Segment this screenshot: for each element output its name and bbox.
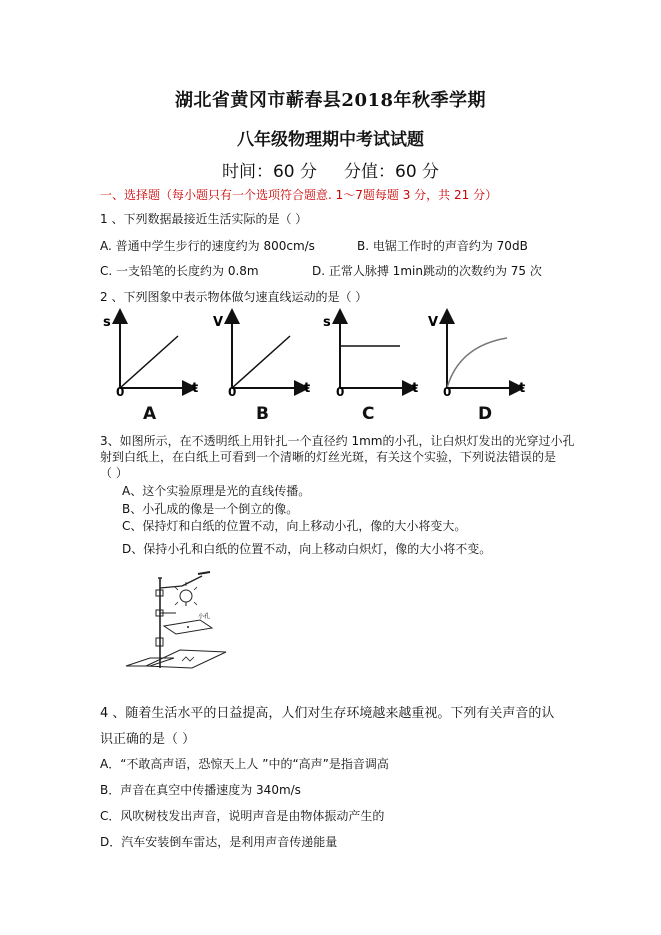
origin-label: 0 xyxy=(336,385,345,399)
q4-stem-line2: 识正确的是（ ） xyxy=(100,732,196,747)
q3-stem-line1: 3、如图所示，在不透明纸上用针扎一个直径约 1mm的小孔，让白炽灯发出的光穿过小孔 xyxy=(100,434,575,448)
origin-label: 0 xyxy=(116,385,125,399)
exam-subtitle: 八年级物理期中考试试题 xyxy=(237,130,424,150)
y-axis-label: V xyxy=(428,315,439,330)
origin-label: 0 xyxy=(443,385,452,399)
q3-stem-line2: 射到白纸上，在白纸上可看到一个清晰的灯丝光斑，有关这个实验，下列说法错误的是 xyxy=(100,450,557,464)
section-heading: 一、选择题（每小题只有一个选项符合题意. 1～7题每题 3 分，共 21 分） xyxy=(100,188,498,202)
q1-stem: 1 、下列数据最接近生活实际的是（ ） xyxy=(100,212,308,226)
graph-a xyxy=(100,308,210,400)
q4-option-c: C．风吹树枝发出声音，说明声音是由物体振动产生的 xyxy=(100,809,385,823)
q4-option-b: B．声音在真空中传播速度为 340m/s xyxy=(100,783,301,797)
exam-meta: 时间：60 分 分值：60 分 xyxy=(221,162,440,182)
q4-option-a: A．“不敢高声语，恐惊天上人 ”中的“高声”是指音调高 xyxy=(100,757,389,771)
graph-b xyxy=(210,308,320,400)
bulb-icon xyxy=(180,590,192,602)
graph-curve xyxy=(447,338,507,388)
y-axis-label: s xyxy=(103,315,111,330)
graph-line xyxy=(232,336,290,388)
q3-option-a: A、这个实验原理是光的直线传播。 xyxy=(122,484,311,498)
q3-option-d: D、保持小孔和白纸的位置不动，向上移动白炽灯，像的大小将不变。 xyxy=(122,542,492,556)
x-axis-label: t xyxy=(192,381,199,396)
q3-option-b: B、小孔成的像是一个倒立的像。 xyxy=(122,502,299,516)
x-axis-label: t xyxy=(412,381,419,396)
graph-c-letter: C xyxy=(362,404,375,424)
q3-stem-line3: （ ） xyxy=(100,466,128,480)
graph-a-letter: A xyxy=(143,404,157,424)
q1-option-a: A. 普通中学生步行的速度约为 800cm/s xyxy=(100,239,315,253)
y-axis-label: s xyxy=(323,315,331,330)
exam-title: 湖北省黄冈市蕲春县2018年秋季学期 xyxy=(174,90,487,111)
graph-b-letter: B xyxy=(256,404,269,424)
q4-option-d: D．汽车安装倒车雷达，是利用声音传递能量 xyxy=(100,835,338,849)
q3-option-c: C、保持灯和白纸的位置不动，向上移动小孔，像的大小将变大。 xyxy=(122,519,467,533)
graph-d-letter: D xyxy=(478,404,493,424)
graph-d xyxy=(425,308,535,400)
y-axis-label: V xyxy=(213,315,224,330)
graph-line xyxy=(120,336,178,388)
q4-stem-line1: 4 、随着生活水平的日益提高，人们对生存环境越来越重视。下列有关声音的认 xyxy=(100,706,555,721)
x-axis-label: t xyxy=(304,381,311,396)
origin-label: 0 xyxy=(228,385,237,399)
pinhole-apparatus-figure xyxy=(120,568,235,676)
x-axis-label: t xyxy=(519,381,526,396)
q1-option-b: B. 电锯工作时的声音约为 70dB xyxy=(357,239,528,253)
pinhole-label: 小孔 xyxy=(198,613,211,620)
graph-c xyxy=(320,308,430,400)
q1-option-d: D. 正常人脉搏 1min跳动的次数约为 75 次 xyxy=(312,264,542,278)
q2-stem: 2 、下列图象中表示物体做匀速直线运动的是（ ） xyxy=(100,290,368,304)
q1-option-c: C. 一支铅笔的长度约为 0.8m xyxy=(100,264,259,278)
